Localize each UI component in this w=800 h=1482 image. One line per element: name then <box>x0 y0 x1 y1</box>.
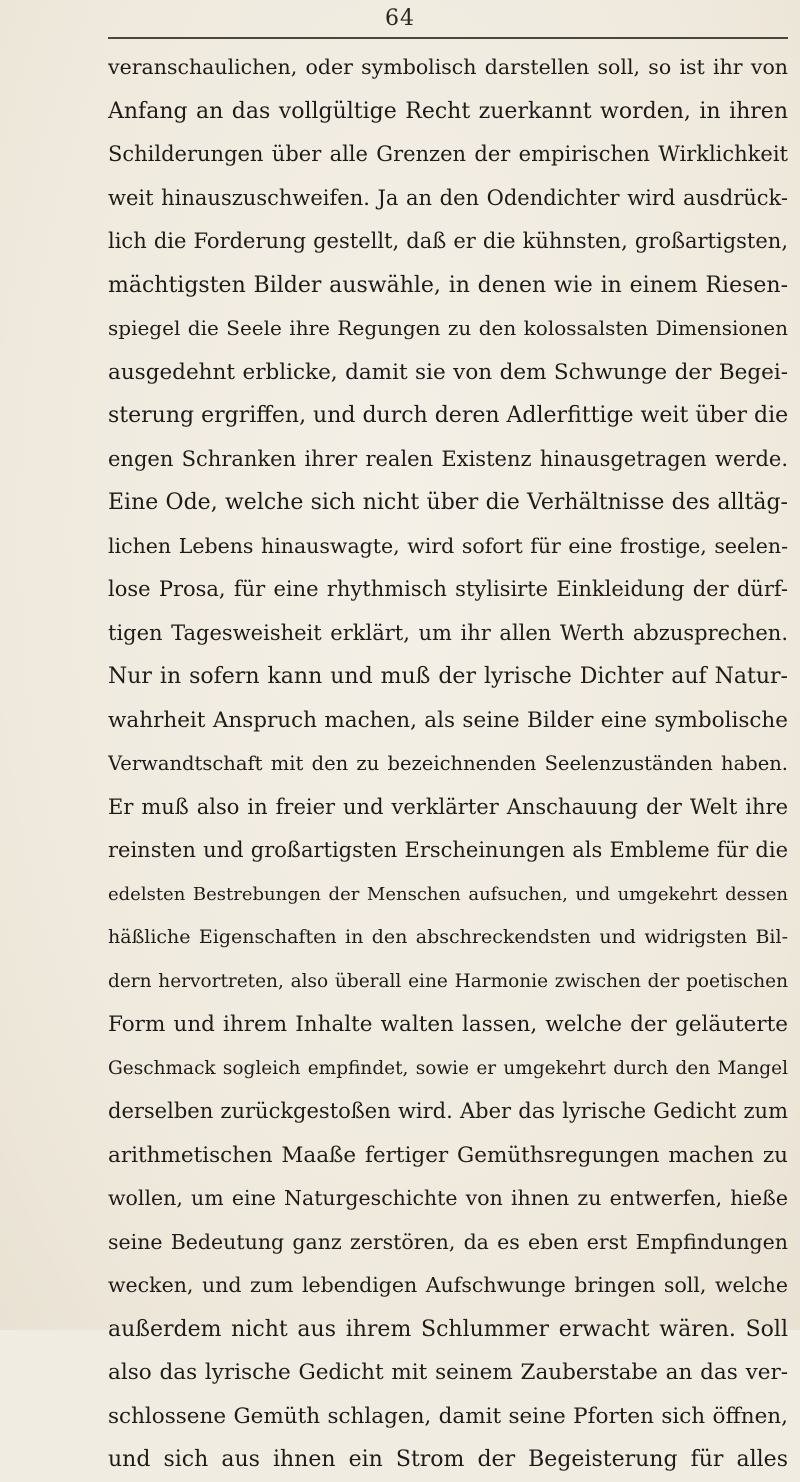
text-line: Nur in sofern kann und muß der lyrische Dichter auf Natur- <box>108 664 788 689</box>
text-line: lose Prosa, für eine rhythmisch stylisirte Einkleidung der dürf- <box>108 577 788 601</box>
text-line: dern hervortreten, also überall eine Harmonie zwischen der poetischen <box>108 970 788 992</box>
page-number: 64 <box>385 6 415 31</box>
body-text <box>108 46 788 1482</box>
text-line: spiegel die Seele ihre Regungen zu den kolossalsten Dimensionen <box>108 316 788 340</box>
text-line: lichen Lebens hinauswagte, wird sofort für eine frostige, seelen- <box>108 533 788 558</box>
text-line: lich die Forderung gestellt, daß er die kühnsten, großartigsten, <box>108 229 788 253</box>
text-line: also das lyrische Gedicht mit seinem Zauberstabe an das ver- <box>108 1360 788 1385</box>
text-line: mächtigsten Bilder auswähle, in denen wie in einem Riesen- <box>108 272 788 298</box>
text-line: Schilderungen über alle Grenzen der empirischen Wirklichkeit <box>108 142 788 166</box>
text-line: wecken, und zum lebendigen Aufschwunge bringen soll, welche <box>108 1273 788 1297</box>
text-line: engen Schranken ihrer realen Existenz hinausgetragen werde. <box>108 446 788 471</box>
text-line: Er muß also in freier und verklärter Anschauung der Welt ihre <box>108 794 788 819</box>
text-line: und sich aus ihnen ein Strom der Begeisterung für alles <box>108 1447 788 1472</box>
text-line: außerdem nicht aus ihrem Schlummer erwacht wären. Soll <box>108 1316 788 1342</box>
text-line: wollen, um eine Naturgeschichte von ihnen zu entwerfen, hieße <box>108 1186 788 1210</box>
text-line: schlossene Gemüth schlagen, damit seine Pforten sich öffnen, <box>108 1403 788 1429</box>
text-line: veranschaulichen, oder symbolisch darstellen soll, so ist ihr von <box>108 55 788 79</box>
header-rule <box>108 37 788 39</box>
text-line: seine Bedeutung ganz zerstören, da es eben erst Empfindungen <box>108 1229 788 1254</box>
text-line: Verwandtschaft mit den zu bezeichnenden Seelenzuständen haben. <box>108 752 788 775</box>
text-line: ausgedehnt erblicke, damit sie von dem Schwunge der Begei- <box>108 359 788 385</box>
text-line: Anfang an das vollgültige Recht zuerkannt worden, in ihren <box>108 98 788 124</box>
text-line: häßliche Eigenschaften in den abschreckendsten und widrigsten Bil- <box>108 926 788 948</box>
text-line: Form und ihrem Inhalte walten lassen, welche der geläuterte <box>108 1012 788 1037</box>
text-line: Geschmack sogleich empfindet, sowie er umgekehrt durch den Mangel <box>108 1057 788 1079</box>
text-line: sterung ergriffen, und durch deren Adlerfittige weit über die <box>108 403 788 428</box>
text-line: derselben zurückgestoßen wird. Aber das lyrische Gedicht zum <box>108 1099 788 1123</box>
text-line: Eine Ode, welche sich nicht über die Verhältnisse des alltäg- <box>108 490 788 515</box>
text-line: wahrheit Anspruch machen, als seine Bilder eine symbolische <box>108 707 788 733</box>
text-line: tigen Tagesweisheit erklärt, um ihr allen Werth abzusprechen. <box>108 620 788 645</box>
text-line: arithmetischen Maaße fertiger Gemüthsregungen machen zu <box>108 1142 788 1168</box>
text-line: weit hinauszuschweifen. Ja an den Odendichter wird ausdrück- <box>108 185 788 210</box>
text-line: reinsten und großartigsten Erscheinungen als Embleme für die <box>108 838 788 862</box>
text-line: edelsten Bestrebungen der Menschen aufsuchen, und umgekehrt dessen <box>108 883 788 905</box>
